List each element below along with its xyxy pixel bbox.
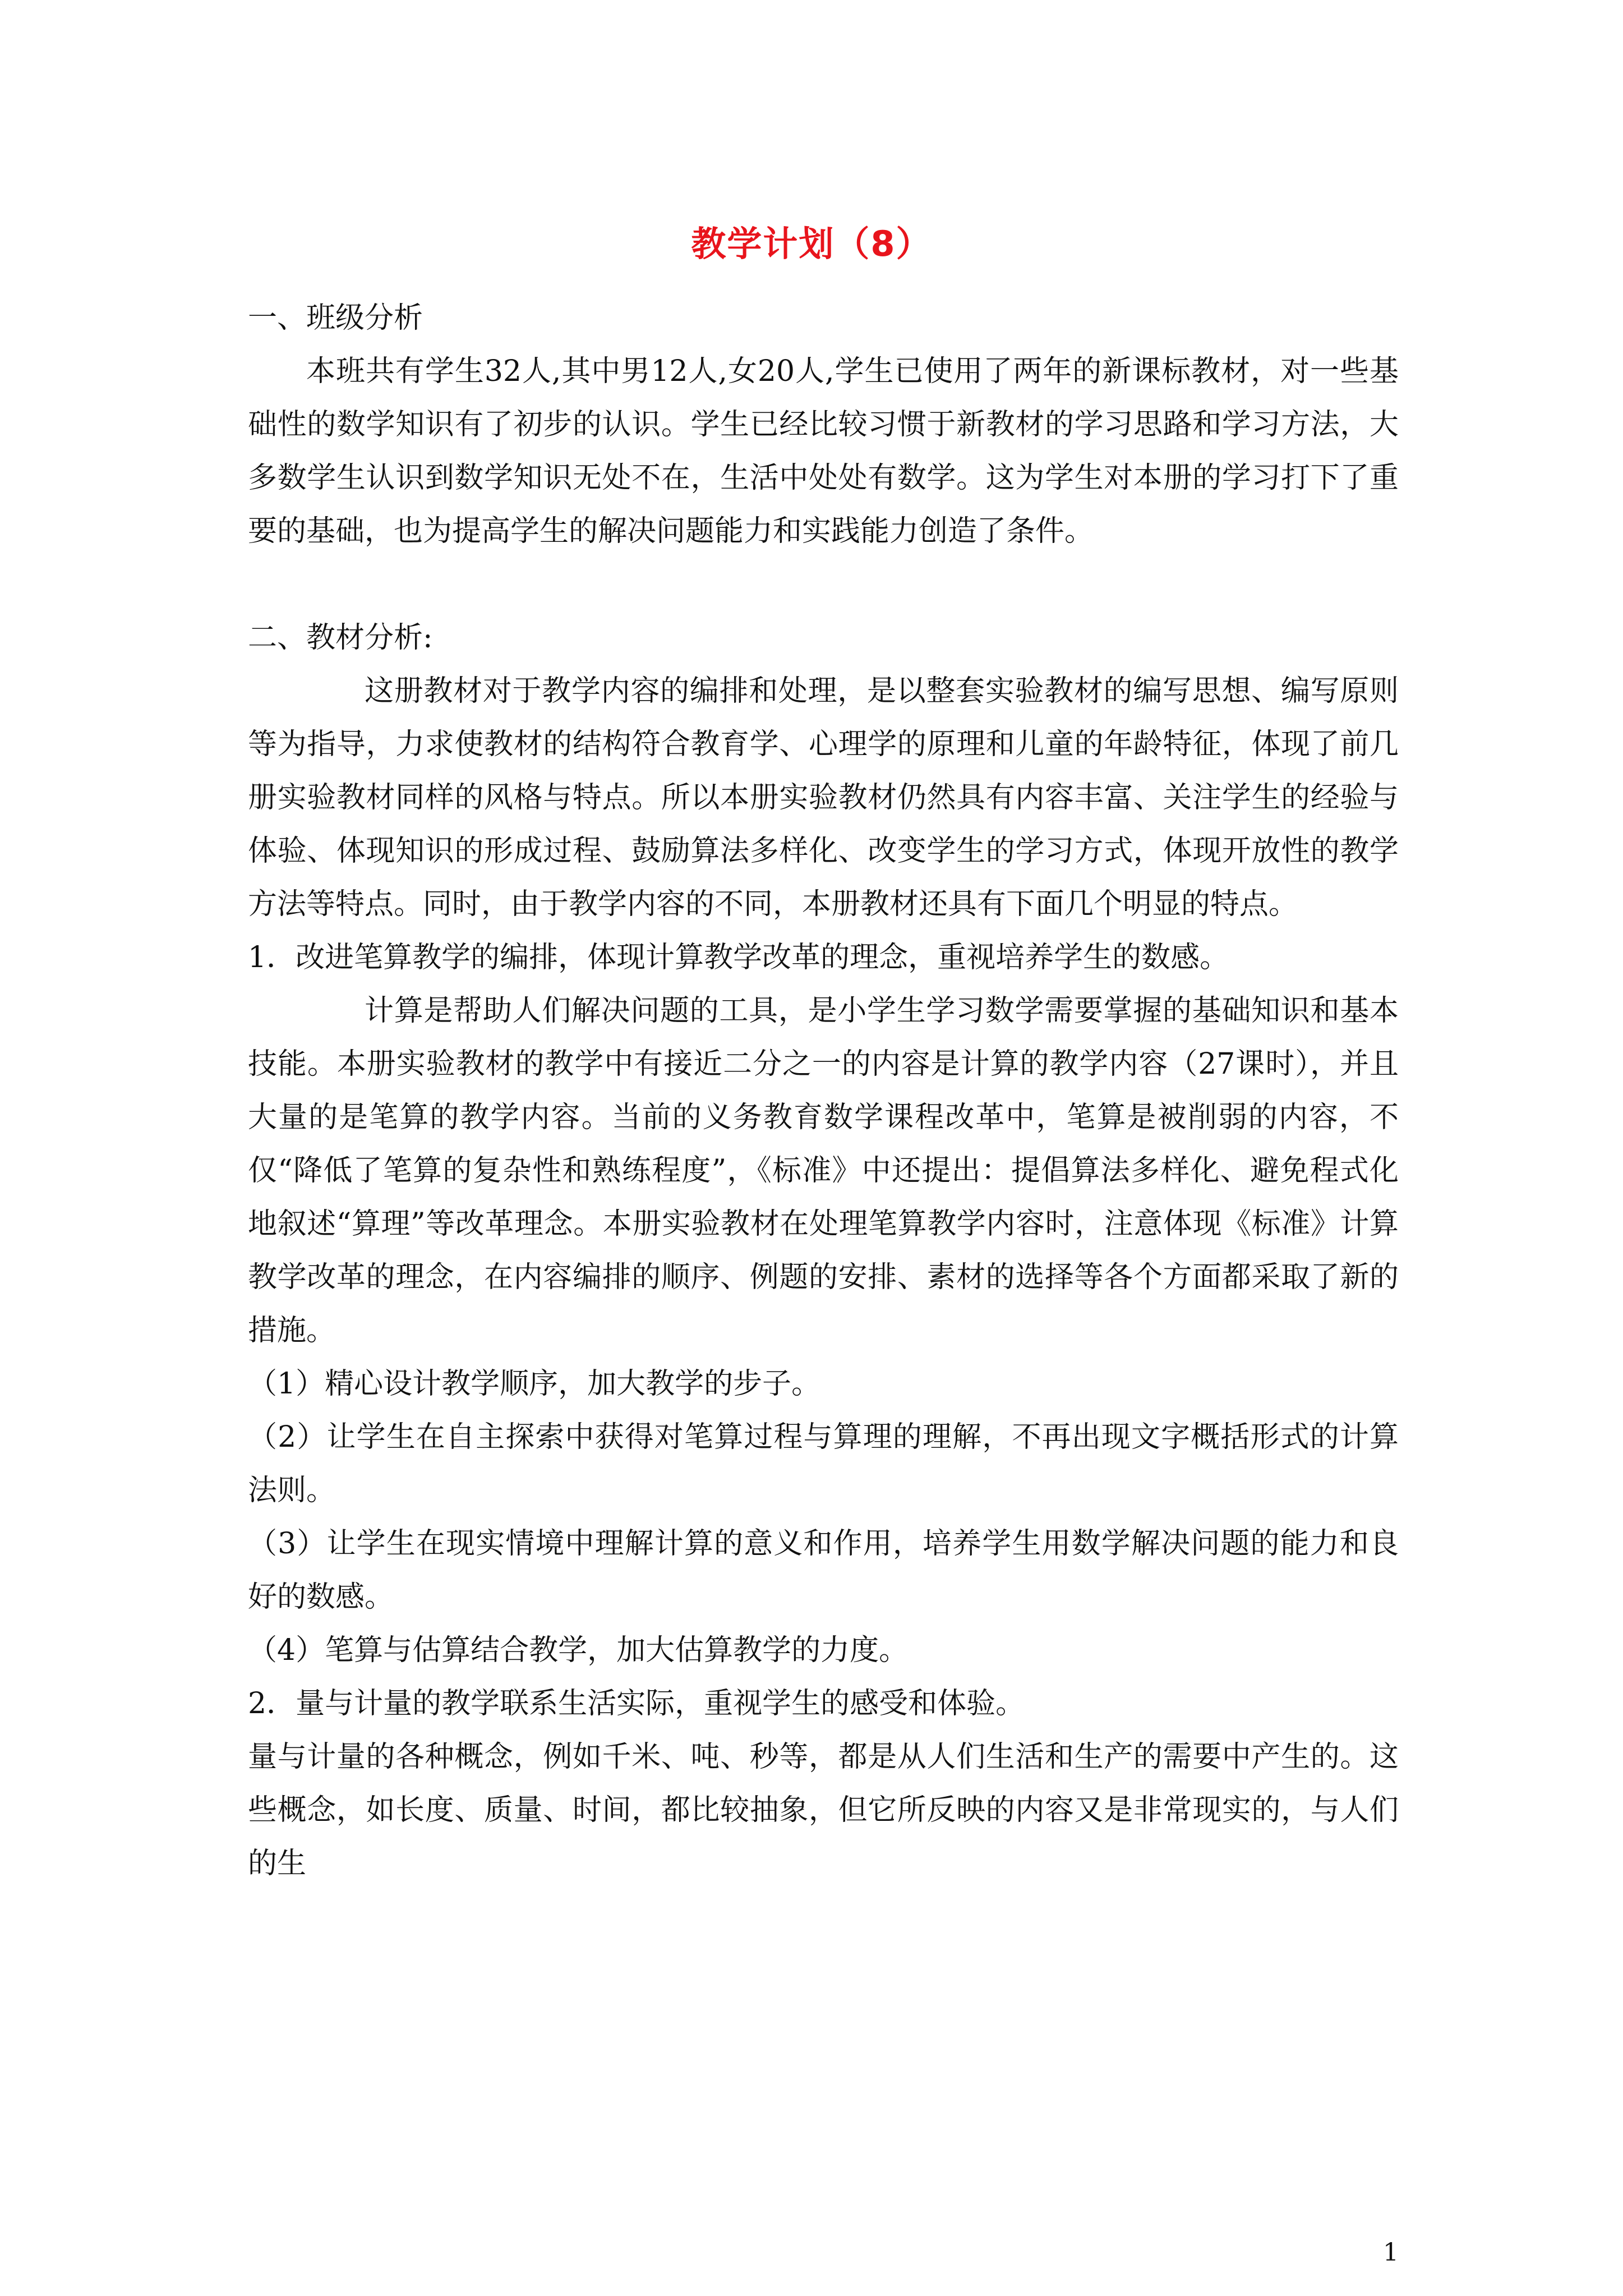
section-heading-class-analysis: 一、班级分析 bbox=[248, 301, 423, 335]
page-title: 教学计划（8） bbox=[691, 223, 932, 264]
paragraph-calculation: 计算是帮助人们解决问题的工具，是小学生学习数学需要掌握的基础知识和基本技能。本册实验教材的教学中有接近二分之一的内容是计算的教学内容（27课时），并且大量的是笔算的教学内容。当前的义务教育数学课程改革中，笔算是被削弱的内容，不仅“降低了笔算的复杂性和熟练程度”，《标准》中还提出：提倡算法多样化、避免程式化地叙述“算理”等改革理念。本册实验教材在处理笔算教学内容时，注意体现《标准》计算教学改革的理念，在内容编排的顺序、例题的安排、素材的选择等各个方面都采取了新的措施。 bbox=[248, 994, 1399, 1347]
list-item-1: 1．改进笔算教学的编排，体现计算教学改革的理念，重视培养学生的数感。 bbox=[248, 941, 1229, 974]
list-item-2: 2．量与计量的教学联系生活实际，重视学生的感受和体验。 bbox=[248, 1687, 1025, 1720]
section-heading-textbook-analysis: 二、教材分析: bbox=[248, 621, 433, 655]
sub-item-4: （4）笔算与估算结合教学，加大估算教学的力度。 bbox=[248, 1634, 909, 1667]
document-body bbox=[248, 292, 1399, 1890]
sub-item-1: （1）精心设计教学顺序，加大教学的步子。 bbox=[248, 1367, 821, 1401]
sub-item-3: （3）让学生在现实情境中理解计算的意义和作用，培养学生用数学解决问题的能力和良好的数感。 bbox=[248, 1527, 1399, 1614]
paragraph-textbook-analysis: 这册教材对于教学内容的编排和处理，是以整套实验教材的编写思想、编写原则等为指导，力求使教材的结构符合教育学、心理学的原理和儿童的年龄特征，体现了前几册实验教材同样的风格与特点。所以本册实验教材仍然具有内容丰富、关注学生的经验与体验、体现知识的形成过程、鼓励算法多样化、改变学生的学习方式，体现开放性的教学方法等特点。同时，由于教学内容的不同，本册教材还具有下面几个明显的特点。 bbox=[248, 674, 1399, 921]
sub-item-2: （2）让学生在自主探索中获得对笔算过程与算理的理解，不再出现文字概括形式的计算法则。 bbox=[248, 1420, 1399, 1507]
paragraph-class-analysis: 本班共有学生32人,其中男12人,女20人,学生已使用了两年的新课标教材，对一些基础性的数学知识有了初步的认识。学生已经比较习惯于新教材的学习思路和学习方法，大多数学生认识到数学知识无处不在，生活中处处有数学。这为学生对本册的学习打下了重要的基础，也为提高学生的解决问题能力和实践能力创造了条件。 bbox=[248, 355, 1399, 548]
page-number: 1 bbox=[1383, 2238, 1399, 2267]
paragraph-measurement: 量与计量的各种概念，例如千米、吨、秒等，都是从人们生活和生产的需要中产生的。这些概念，如长度、质量、时间，都比较抽象，但它所反映的内容又是非常现实的，与人们的生 bbox=[248, 1740, 1399, 1880]
